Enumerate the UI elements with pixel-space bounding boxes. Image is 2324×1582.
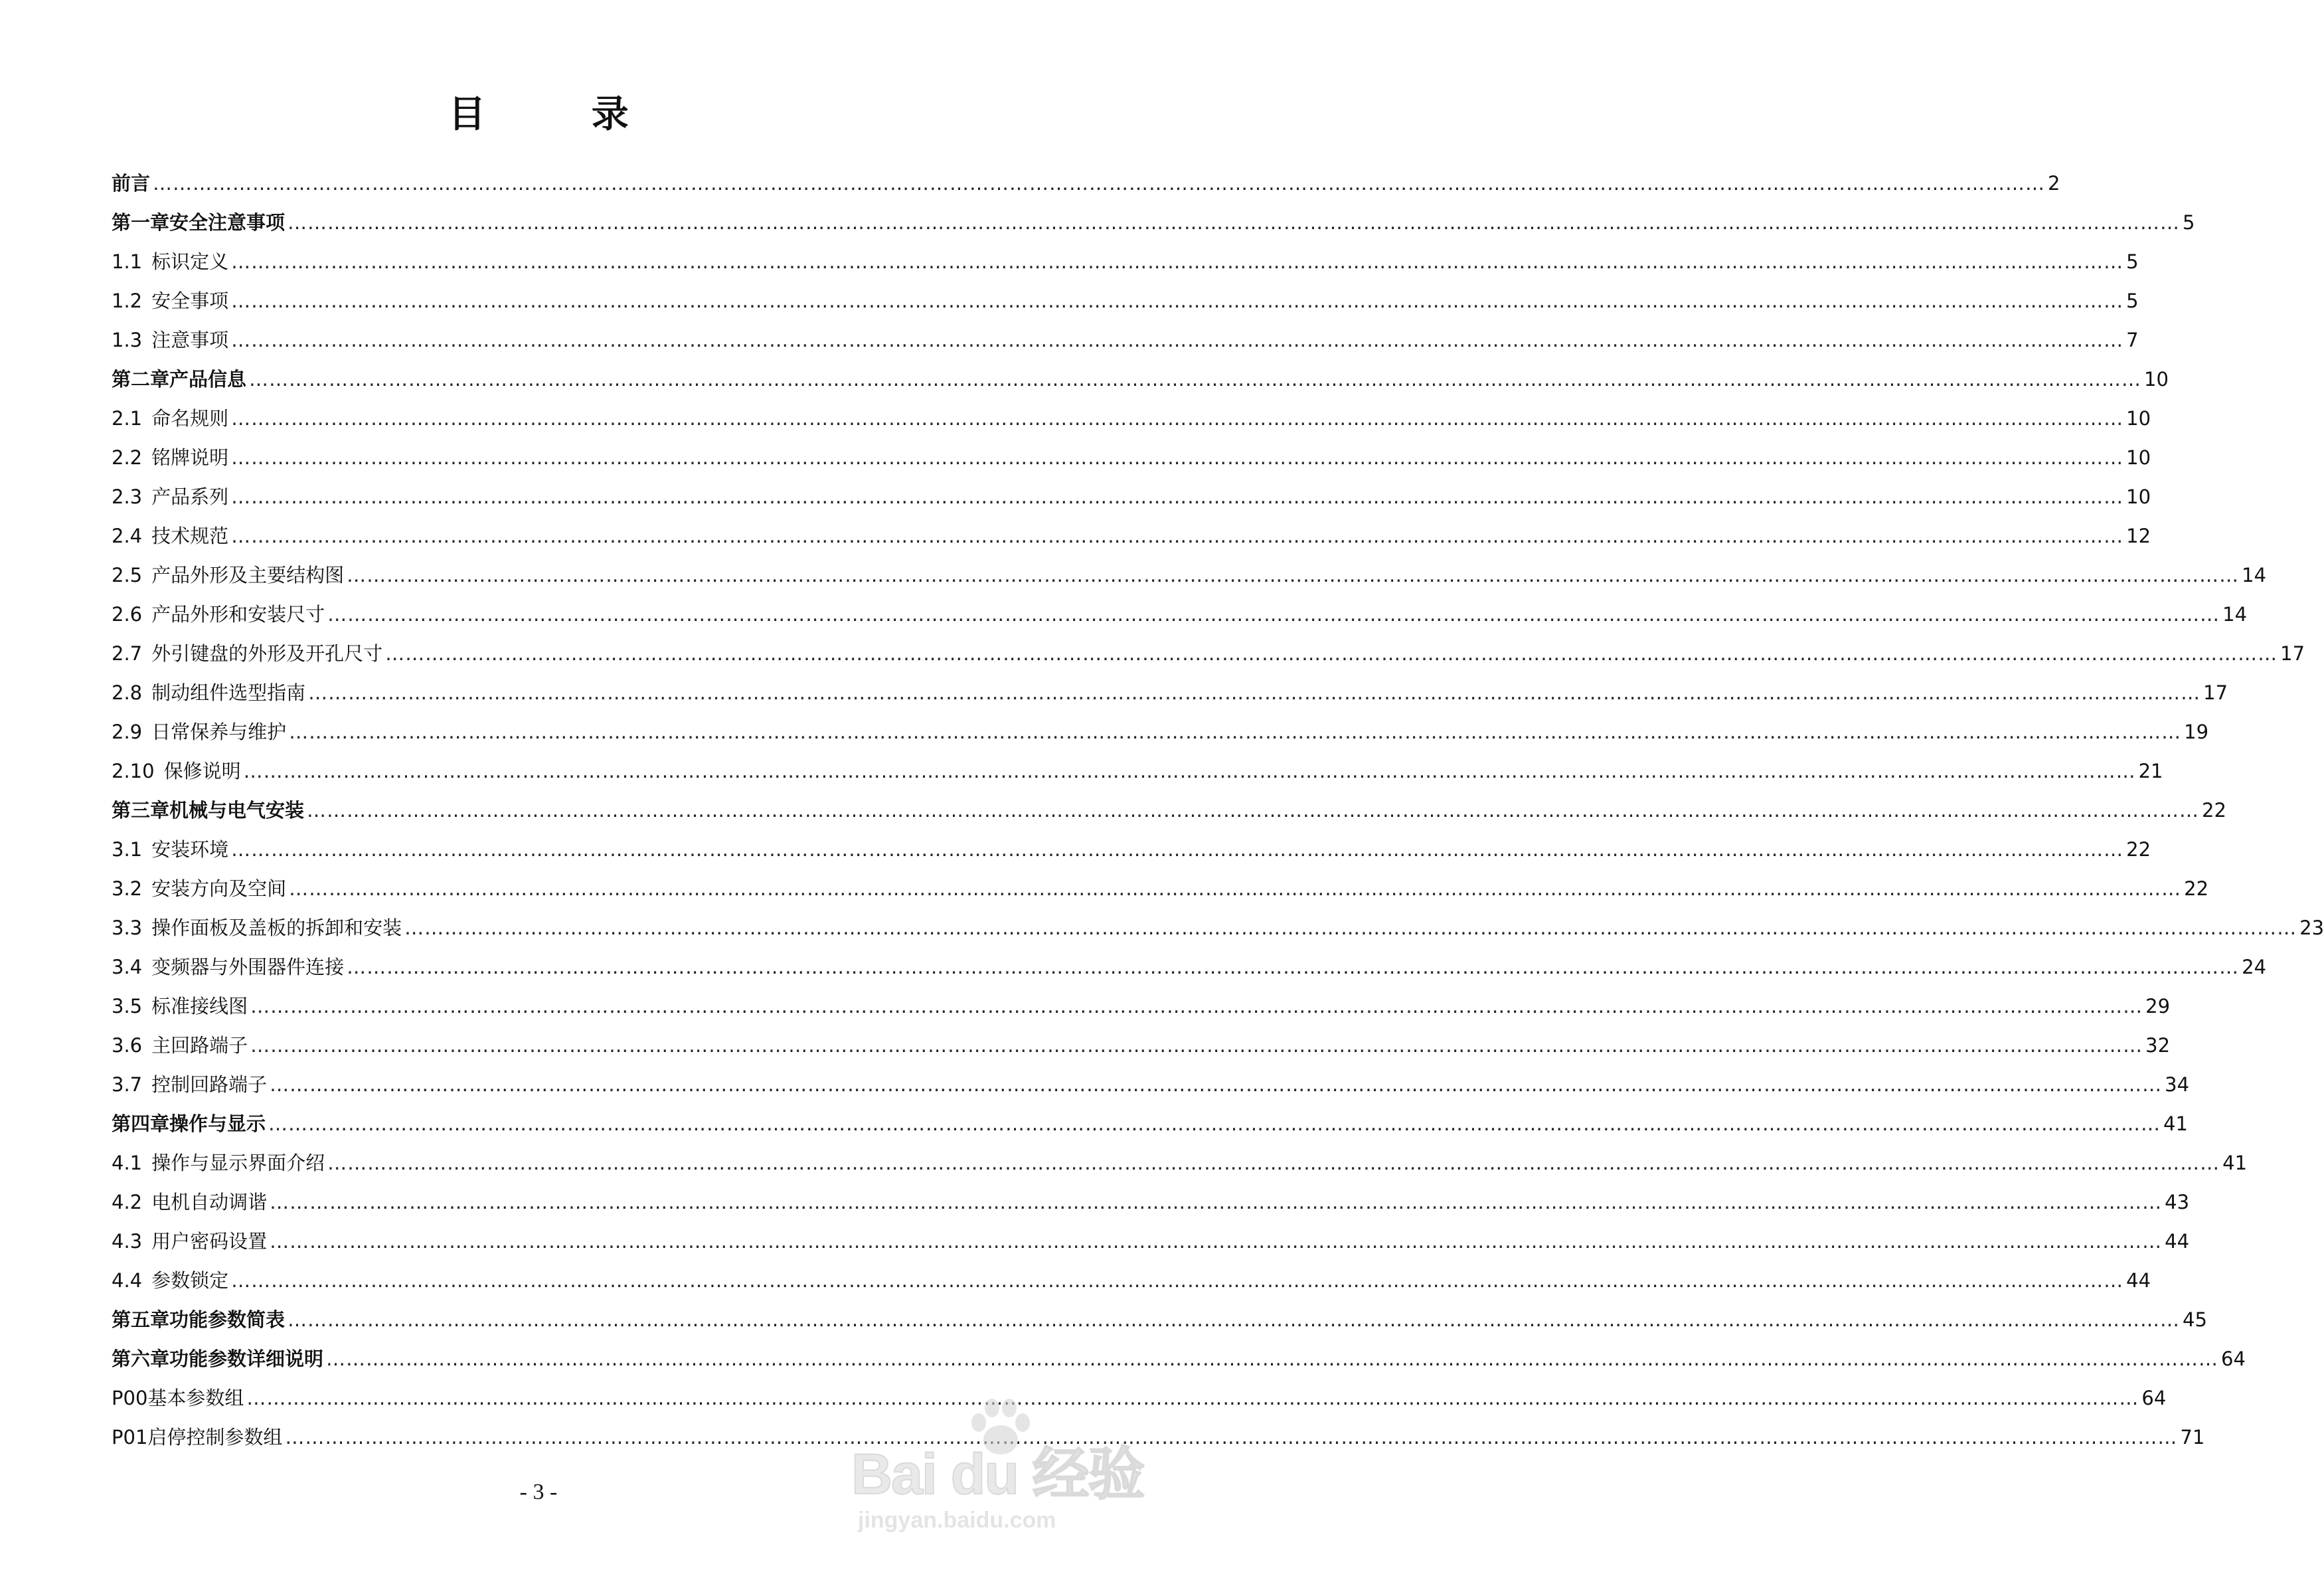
toc-entry bbox=[112, 869, 2209, 909]
toc-entry-number: 3.2 bbox=[112, 877, 143, 900]
toc-entry-label bbox=[112, 673, 305, 713]
toc-dot-leader bbox=[288, 203, 2180, 242]
toc-entry-text: 控制回路端子 bbox=[151, 1073, 268, 1096]
toc-entry-text: 操作面板及盖板的拆卸和安装 bbox=[151, 917, 402, 939]
toc-entry-text: 第二章产品信息 bbox=[112, 368, 247, 391]
toc-entry-label bbox=[112, 203, 285, 242]
toc-entry bbox=[112, 556, 2267, 595]
toc-entry bbox=[112, 1065, 2190, 1104]
toc-dot-leader bbox=[231, 517, 2123, 556]
toc-dot-leader bbox=[270, 1065, 2162, 1104]
toc-entry-label bbox=[112, 1183, 267, 1222]
toc-entry-page: 10 bbox=[2126, 446, 2151, 469]
toc-entry-label bbox=[112, 282, 228, 321]
toc-dot-leader bbox=[385, 634, 2278, 673]
toc-entry-number: 3.3 bbox=[112, 917, 143, 939]
toc-entry bbox=[112, 1183, 2190, 1222]
toc-dot-leader bbox=[231, 478, 2123, 517]
toc-dot-leader bbox=[404, 909, 2297, 948]
toc-entry-number: 4.2 bbox=[112, 1191, 143, 1213]
toc-entry-text: P00基本参数组 bbox=[112, 1387, 244, 1409]
toc-entry-text: 铭牌说明 bbox=[151, 446, 229, 469]
toc-entry-label bbox=[112, 517, 228, 556]
toc-dot-leader bbox=[231, 321, 2123, 360]
toc-entry-number: 4.3 bbox=[112, 1230, 143, 1253]
toc-entry-text: 外引键盘的外形及开孔尺寸 bbox=[151, 642, 383, 665]
toc-dot-leader bbox=[270, 1183, 2162, 1222]
toc-entry-text: 用户密码设置 bbox=[151, 1230, 268, 1253]
toc-entry-page: 14 bbox=[2242, 564, 2267, 586]
toc-entry-page: 24 bbox=[2242, 956, 2267, 978]
toc-entry-text: 第一章安全注意事项 bbox=[112, 211, 286, 234]
toc-entry bbox=[112, 321, 2139, 360]
toc-dot-leader bbox=[327, 1144, 2220, 1183]
toc-entry bbox=[112, 282, 2139, 321]
toc-entry-text: 产品外形及主要结构图 bbox=[151, 564, 345, 586]
toc-entry-text: P01启停控制参数组 bbox=[112, 1426, 283, 1449]
toc-entry-label bbox=[112, 1026, 248, 1065]
toc-entry bbox=[112, 909, 2324, 948]
toc-entry-text: 标识定义 bbox=[151, 250, 229, 273]
toc-entry-page: 71 bbox=[2180, 1426, 2205, 1449]
toc-entry-text: 制动组件选型指南 bbox=[151, 681, 306, 704]
toc-entry-label bbox=[112, 164, 150, 203]
toc-entry-label bbox=[112, 1222, 267, 1261]
toc-entry bbox=[112, 517, 2151, 556]
toc-entry bbox=[112, 595, 2248, 634]
toc-entry bbox=[112, 438, 2151, 478]
toc-entry-page: 41 bbox=[2222, 1152, 2248, 1174]
toc-entry-number: 1.2 bbox=[112, 290, 143, 312]
toc-entry-number: 3.7 bbox=[112, 1073, 143, 1096]
toc-dot-leader bbox=[288, 1300, 2180, 1340]
baidu-watermark bbox=[838, 1395, 1144, 1541]
toc-entry-number: 3.4 bbox=[112, 956, 143, 978]
toc-entry-page: 43 bbox=[2165, 1191, 2190, 1213]
toc-entry bbox=[112, 242, 2139, 282]
toc-entry bbox=[112, 791, 2226, 830]
toc-entry-page: 64 bbox=[2141, 1387, 2167, 1409]
toc-entry-label bbox=[112, 595, 325, 634]
toc-dot-leader bbox=[250, 987, 2143, 1026]
toc-dot-leader bbox=[347, 556, 2239, 595]
toc-entry-text: 第三章机械与电气安装 bbox=[112, 799, 305, 822]
toc-entry-text: 技术规范 bbox=[151, 525, 229, 547]
toc-entry-label bbox=[112, 713, 286, 752]
toc-entry bbox=[112, 1144, 2248, 1183]
toc-dot-leader bbox=[249, 360, 2141, 399]
toc-entry-page: 23 bbox=[2299, 917, 2324, 939]
toc-entry-page: 34 bbox=[2165, 1073, 2190, 1096]
toc-entry-label bbox=[112, 1418, 282, 1457]
toc-entry bbox=[112, 1300, 2207, 1340]
toc-entry-number: 2.2 bbox=[112, 446, 143, 469]
toc-entry-label bbox=[112, 556, 344, 595]
toc-entry-page: 12 bbox=[2126, 525, 2151, 547]
toc-entry-number: 1.1 bbox=[112, 250, 143, 273]
toc-dot-leader bbox=[347, 948, 2239, 987]
toc-entry-label bbox=[112, 948, 344, 987]
toc-entry bbox=[112, 1026, 2171, 1065]
toc-dot-leader bbox=[231, 438, 2123, 478]
toc-entry-page: 19 bbox=[2184, 721, 2209, 743]
toc-entry-text: 主回路端子 bbox=[151, 1034, 248, 1057]
toc-entry-page: 29 bbox=[2145, 995, 2171, 1017]
toc-entry bbox=[112, 164, 2060, 203]
toc-entry bbox=[112, 673, 2228, 713]
toc-entry bbox=[112, 713, 2209, 752]
toc-entry-label bbox=[112, 1104, 266, 1144]
toc-entry bbox=[112, 399, 2151, 438]
toc-entry-label bbox=[112, 791, 304, 830]
toc-entry bbox=[112, 203, 2195, 242]
toc-dot-leader bbox=[231, 242, 2123, 282]
watermark-url: jingyan.baidu.com bbox=[858, 1508, 1056, 1533]
toc-dot-leader bbox=[231, 830, 2123, 869]
toc-entry-number: 2.4 bbox=[112, 525, 143, 547]
toc-entry bbox=[112, 1340, 2246, 1379]
toc-dot-leader bbox=[250, 1026, 2143, 1065]
toc-entry-number: 2.8 bbox=[112, 681, 143, 704]
toc-entry-label bbox=[112, 752, 241, 791]
toc-entry-number: 4.1 bbox=[112, 1152, 143, 1174]
toc-entry-number: 2.10 bbox=[112, 760, 155, 782]
toc-entry-text: 第六章功能参数详细说明 bbox=[112, 1348, 324, 1370]
toc-dot-leader bbox=[327, 595, 2220, 634]
toc-entry-page: 10 bbox=[2144, 368, 2169, 391]
toc-entry-page: 5 bbox=[2183, 211, 2195, 234]
toc-entry-page: 10 bbox=[2126, 485, 2151, 508]
toc-entry-text: 第五章功能参数简表 bbox=[112, 1308, 286, 1331]
toc-entry-number: 3.5 bbox=[112, 995, 143, 1017]
toc-dot-leader bbox=[246, 1379, 2139, 1418]
toc-dot-leader bbox=[308, 673, 2200, 713]
toc-entry-text: 产品系列 bbox=[151, 485, 229, 508]
toc-entry bbox=[112, 1261, 2151, 1300]
toc-entry-label bbox=[112, 438, 228, 478]
toc-entry-number: 1.3 bbox=[112, 329, 143, 351]
toc-entry-text: 注意事项 bbox=[151, 329, 229, 351]
toc-entry-number: 3.6 bbox=[112, 1034, 143, 1057]
toc-dot-leader bbox=[289, 713, 2181, 752]
toc-entry-label bbox=[112, 321, 228, 360]
toc-entry-number: 2.1 bbox=[112, 407, 143, 430]
toc-entry-label bbox=[112, 634, 382, 673]
page-title: 目 录 bbox=[448, 93, 675, 136]
page-number: - 3 - bbox=[519, 1480, 558, 1504]
toc-dot-leader bbox=[289, 869, 2181, 909]
toc-dot-leader bbox=[270, 1222, 2162, 1261]
toc-entry-page: 45 bbox=[2183, 1308, 2207, 1331]
toc-entry-text: 安装方向及空间 bbox=[151, 877, 287, 900]
toc-entry-text: 标准接线图 bbox=[151, 995, 248, 1017]
toc-entry-label bbox=[112, 1065, 267, 1104]
toc-entry-page: 5 bbox=[2126, 290, 2139, 312]
toc-dot-leader bbox=[326, 1340, 2218, 1379]
toc-entry-page: 44 bbox=[2126, 1269, 2151, 1292]
toc-entry-page: 22 bbox=[2202, 799, 2226, 822]
toc-dot-leader bbox=[268, 1104, 2161, 1144]
toc-entry bbox=[112, 830, 2151, 869]
toc-entry-text: 前言 bbox=[112, 172, 151, 195]
toc-dot-leader bbox=[307, 791, 2199, 830]
toc-entry-label bbox=[112, 478, 228, 517]
toc-entry-label bbox=[112, 1379, 244, 1418]
toc-entry-text: 电机自动调谐 bbox=[151, 1191, 268, 1213]
toc-dot-leader bbox=[231, 1261, 2123, 1300]
toc-entry-page: 41 bbox=[2163, 1112, 2188, 1135]
toc-entry-text: 日常保养与维护 bbox=[151, 721, 287, 743]
toc-dot-leader bbox=[153, 164, 2045, 203]
toc-entry-text: 安装环境 bbox=[151, 838, 229, 861]
toc-entry-page: 17 bbox=[2203, 681, 2228, 704]
toc-entry bbox=[112, 1104, 2188, 1144]
toc-entry-label bbox=[112, 869, 286, 909]
toc-entry-page: 10 bbox=[2126, 407, 2151, 430]
toc-entry-page: 44 bbox=[2165, 1230, 2190, 1253]
toc-entry-page: 7 bbox=[2126, 329, 2139, 351]
toc-entry-page: 21 bbox=[2138, 760, 2163, 782]
toc-entry-page: 2 bbox=[2048, 172, 2060, 195]
toc-entry-text: 保修说明 bbox=[163, 760, 241, 782]
toc-dot-leader bbox=[231, 282, 2123, 321]
toc-entry-page: 17 bbox=[2280, 642, 2305, 665]
toc-entry-number: 2.9 bbox=[112, 721, 143, 743]
toc-entry-page: 14 bbox=[2222, 603, 2248, 626]
toc-entry-page: 5 bbox=[2126, 250, 2139, 273]
toc-entry-number: 2.5 bbox=[112, 564, 143, 586]
toc-entry-text: 安全事项 bbox=[151, 290, 229, 312]
toc-entry-text: 产品外形和安装尺寸 bbox=[151, 603, 325, 626]
toc-entry-label bbox=[112, 399, 228, 438]
toc-entry-text: 第四章操作与显示 bbox=[112, 1112, 266, 1135]
toc-entry-number: 2.3 bbox=[112, 485, 143, 508]
toc-entry-label bbox=[112, 1261, 228, 1300]
toc-entry-number: 4.4 bbox=[112, 1269, 143, 1292]
toc-entry bbox=[112, 360, 2169, 399]
toc-entry-number: 3.1 bbox=[112, 838, 143, 861]
toc-entry-text: 参数锁定 bbox=[151, 1269, 229, 1292]
toc-entry-text: 命名规则 bbox=[151, 407, 229, 430]
toc-dot-leader bbox=[244, 752, 2136, 791]
toc-entry-text: 变频器与外围器件连接 bbox=[151, 956, 345, 978]
toc-entry-label bbox=[112, 1340, 323, 1379]
toc-dot-leader bbox=[285, 1418, 2177, 1457]
toc-entry bbox=[112, 948, 2267, 987]
toc-entry bbox=[112, 1222, 2190, 1261]
toc-entry bbox=[112, 634, 2305, 673]
toc-entry-text: 操作与显示界面介绍 bbox=[151, 1152, 325, 1174]
toc-entry-page: 64 bbox=[2221, 1348, 2246, 1370]
toc-entry-number: 2.6 bbox=[112, 603, 143, 626]
toc-entry bbox=[112, 987, 2171, 1026]
toc-entry-label bbox=[112, 909, 402, 948]
toc-entry-number: 2.7 bbox=[112, 642, 143, 665]
toc-dot-leader bbox=[231, 399, 2123, 438]
toc-entry-page: 32 bbox=[2145, 1034, 2171, 1057]
toc-entry-page: 22 bbox=[2184, 877, 2209, 900]
toc-entry-label bbox=[112, 830, 228, 869]
table-of-contents bbox=[112, 164, 2324, 1457]
watermark-main-text: Bai du 经验 bbox=[851, 1443, 1144, 1506]
toc-entry bbox=[112, 752, 2163, 791]
toc-entry bbox=[112, 478, 2151, 517]
toc-entry-label bbox=[112, 1300, 285, 1340]
toc-entry-label bbox=[112, 360, 246, 399]
toc-entry-label bbox=[112, 987, 248, 1026]
toc-entry-label bbox=[112, 242, 228, 282]
toc-entry-label bbox=[112, 1144, 325, 1183]
toc-entry-page: 22 bbox=[2126, 838, 2151, 861]
